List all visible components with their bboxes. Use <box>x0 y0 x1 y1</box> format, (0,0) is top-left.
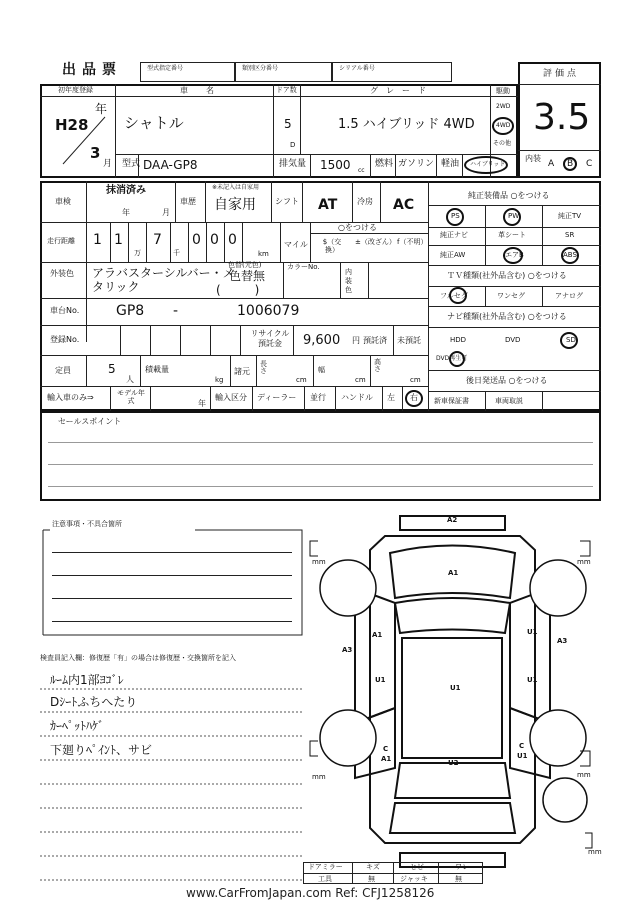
mileage-digit-4: 0 <box>192 232 201 248</box>
fuel-opt-hybrid: ハイブリッド <box>470 161 506 168</box>
inspector-label: 検査員記入欄：修復歴「有」の場合は修復歴・交換箇所を記入 <box>40 654 236 662</box>
reg-year-label: 初年度登録 <box>58 86 93 94</box>
equip-abs: ABS <box>563 251 577 259</box>
recycle-opt-unpaid: 未預託 <box>397 336 421 345</box>
dmg-a3-left: A3 <box>342 646 353 654</box>
color-label: 外装色 <box>50 269 74 278</box>
steering-label: ハンドル <box>341 393 373 402</box>
steering-circle <box>405 390 423 407</box>
model-label: 型式 <box>122 159 141 169</box>
recycle-label: リサイクル預託金 <box>250 329 290 348</box>
equip-airbag-circle <box>503 247 523 264</box>
later-warranty: 新車保証書 <box>434 397 469 405</box>
interior-opt-a: A <box>548 159 555 169</box>
registration-label: 登録No. <box>50 335 80 344</box>
dmg-a1-rear: A1 <box>381 755 392 763</box>
import-label: 輸入車のみ⇒ <box>47 393 94 402</box>
dmg-a1-left: A1 <box>372 631 383 639</box>
class-box: 類別区分番号 <box>235 62 332 82</box>
spare-wheel <box>543 778 587 822</box>
later-manual: 車両取説 <box>495 397 523 405</box>
import-opt-parallel: 並行 <box>310 393 326 402</box>
mm-spare: mm <box>588 848 602 856</box>
equip-pw: PW <box>508 212 520 220</box>
interior-color-label: 内装色 <box>345 268 352 295</box>
equip-leather: 革シート <box>498 231 526 239</box>
nav-sd-circle <box>560 332 578 349</box>
fuel-opt-diesel: 軽油 <box>441 159 460 169</box>
serial-box: シリアル番号 <box>332 62 452 82</box>
ac-label: 冷房 <box>357 197 373 206</box>
tire-depth-fr <box>580 541 590 556</box>
shaken-year: 年 <box>122 208 130 217</box>
fuel-opt-gas: ガソリン <box>398 159 435 169</box>
dmg-u1-right: U1 <box>527 628 538 636</box>
interior-circle <box>563 157 577 171</box>
mm-rl: mm <box>312 773 326 781</box>
import-type-label: 輸入区分 <box>215 393 247 402</box>
nav-title: ナビ種類(社外品含む) ○をつける <box>447 312 567 321</box>
tv-title: ＴＶ種類(社外品含む) ○をつける <box>447 271 567 280</box>
mileage-digit-6: 0 <box>228 232 237 248</box>
dmg-u2: U2 <box>448 759 459 767</box>
dims-label: 諸元 <box>234 367 250 376</box>
reg-month: 3 <box>90 144 101 162</box>
mm-fl: mm <box>312 558 326 566</box>
shaken-month: 月 <box>162 208 170 217</box>
tv-oneseg: ワンセグ <box>497 292 525 300</box>
legend-tool-value: 無 <box>368 875 375 883</box>
equip-title: 純正装備品 ○をつける <box>468 191 550 200</box>
color-paren: () <box>216 283 294 297</box>
mileage-digit-5: 0 <box>210 232 219 248</box>
drive-opt-4wd: 4WD <box>496 122 511 129</box>
nav-dvd-play: DVD再生可 <box>436 355 468 362</box>
drive-label: 駆動 <box>496 87 510 95</box>
rear-window <box>395 763 510 798</box>
wheel-rr <box>530 710 586 766</box>
steering-opt-right: 右 <box>410 393 418 402</box>
nav-hdd: HDD <box>450 336 467 344</box>
displacement-unit: cc <box>358 167 365 174</box>
legend-jack-value: 無 <box>455 875 462 883</box>
color-change-value: 色替無 <box>229 269 266 283</box>
attention-label: 注意事項・不具合箇所 <box>52 520 122 528</box>
model-cert-box: 型式指定番号 <box>140 62 235 82</box>
load-unit: kg <box>215 376 224 384</box>
reg-slash <box>55 112 113 169</box>
usage-value: 自家用 <box>214 197 256 213</box>
later-title: 後日発送品 ○をつける <box>466 376 548 385</box>
equip-tv: 純正TV <box>558 212 582 220</box>
interior-opt-c: C <box>586 159 593 169</box>
chassis-prefix: GP8 <box>116 303 145 319</box>
note-line-2: Dｼｰﾄふちへたり <box>50 695 138 709</box>
trunk <box>390 803 515 833</box>
capacity-unit: 人 <box>126 375 134 384</box>
windshield <box>395 598 510 633</box>
note-line-1: ﾙｰﾑ内1部ﾖｺﾞﾚ <box>50 673 124 687</box>
nav-dvd: DVD <box>505 336 521 344</box>
recycle-unit: 円 <box>352 336 360 345</box>
dmg-u1-left: U1 <box>375 676 386 684</box>
usage-label: 車歴 <box>180 197 196 206</box>
dmg-a1-hood: A1 <box>448 569 459 577</box>
displacement-value: 1500 <box>320 158 351 172</box>
shift-label: シフト <box>275 197 299 206</box>
tv-analog: アナログ <box>555 292 583 300</box>
equip-ps: PS <box>451 212 460 220</box>
mile-label: マイル <box>284 240 308 249</box>
dmg-a3-right: A3 <box>557 637 568 645</box>
doors-value: 5 <box>284 117 292 131</box>
dmg-u1-rear: U1 <box>527 676 538 684</box>
equip-navi: 純正ナビ <box>440 231 468 239</box>
wheel-rl <box>320 710 376 766</box>
nav-dvd-play-circle <box>449 351 465 367</box>
drive-circle <box>492 117 514 135</box>
dims-unit-2: cm <box>355 376 366 384</box>
legend-header-crack: ヒビ <box>410 863 424 871</box>
mileage-digit-2: 1 <box>114 232 123 248</box>
dims-width: 幅 <box>318 366 325 374</box>
import-opt-dealer: ディーラー <box>257 393 297 402</box>
mileage-digit-3: 7 <box>153 232 162 248</box>
steering-opt-left: 左 <box>387 393 395 402</box>
dims-unit-3: cm <box>410 376 421 384</box>
color-no-label: カラーNo. <box>287 263 320 271</box>
equip-aw: 純正AW <box>440 251 466 259</box>
dmg-u1-roof: U1 <box>450 684 461 692</box>
color-change-label: 色替(元色) <box>228 261 262 269</box>
notes-lines <box>40 688 305 893</box>
score-value: 3.5 <box>533 97 591 138</box>
dmg-a2: A2 <box>447 516 458 524</box>
car-name-label: 車名 <box>180 86 232 95</box>
interior-label: 内装 <box>525 154 541 163</box>
mileage-digit-1: 1 <box>93 232 102 248</box>
legend-header-mirror: ドアミラー <box>308 863 343 871</box>
doors-unit: D <box>290 141 296 149</box>
mm-fr: mm <box>577 558 591 566</box>
note-line-3: ｶｰﾍﾟｯﾄﾊｹﾞ <box>50 719 105 733</box>
recycle-value: 9,600 <box>303 333 341 348</box>
model-year-label: モデル年式 <box>117 389 145 406</box>
chassis-dash: - <box>173 303 179 319</box>
tire-depth-rl <box>310 741 318 756</box>
equip-pw-circle <box>503 208 521 226</box>
dmg-c-right: C <box>519 742 525 750</box>
grade-value: 1.5 ハイブリッド 4WD <box>338 117 475 132</box>
form-title: 出品票 <box>62 62 122 78</box>
year-unit: 年 <box>95 102 108 116</box>
displacement-label: 排気量 <box>279 159 307 169</box>
model-value: DAA-GP8 <box>143 158 198 172</box>
color-value: アラバスターシルバー・メタリック <box>92 266 235 295</box>
nav-sd: SD <box>566 336 576 344</box>
interior-opt-b: B <box>567 159 574 169</box>
dims-height: 高さ <box>374 358 381 373</box>
tv-fullseg: フルセグ <box>440 292 468 300</box>
capacity-value: 5 <box>108 362 116 376</box>
fuel-circle <box>464 156 508 174</box>
dims-length: 長さ <box>260 360 267 375</box>
tire-depth-fl <box>310 541 318 556</box>
legend-header-scratch: キズ <box>366 863 380 871</box>
swap-opt-1: $（交換） <box>322 238 342 255</box>
mileage-sen: 千 <box>173 249 180 257</box>
watermark: www.CarFromJapan.com Ref: CFJ1258126 <box>186 886 435 900</box>
equip-abs-circle <box>561 247 579 264</box>
chassis-label: 車台No. <box>50 306 80 315</box>
legend-jack: ジャッキ <box>400 875 428 883</box>
swap-opt-2: ±（改ざん） <box>355 238 396 246</box>
dmg-u1-rl: U1 <box>517 752 528 760</box>
mileage-man: 万 <box>134 249 141 257</box>
mm-rr: mm <box>577 771 591 779</box>
legend-header-break: ワレ <box>455 863 469 871</box>
model-year-unit: 年 <box>198 399 206 408</box>
load-label: 積載量 <box>145 365 169 374</box>
roof <box>402 638 502 758</box>
recycle-opt-paid: 預託済 <box>363 336 387 345</box>
shift-value: AT <box>318 197 338 213</box>
dims-unit-1: cm <box>296 376 307 384</box>
shaken-value: 抹消済み <box>106 185 146 196</box>
grade-label: グレード <box>370 86 434 95</box>
drive-opt-other: その他 <box>493 140 512 147</box>
fuel-label: 燃料 <box>375 159 394 169</box>
capacity-label: 定員 <box>55 366 71 375</box>
mileage-unit: km <box>258 250 269 258</box>
wheel-fr <box>530 560 586 616</box>
shaken-label: 車検 <box>55 197 71 206</box>
sales-points-label: セールスポイント <box>58 417 122 426</box>
score-label: 評価点 <box>543 69 580 79</box>
sales-points-box <box>40 411 601 501</box>
reg-year: H28 <box>55 116 89 134</box>
dmg-c-left: C <box>383 745 389 753</box>
tv-fullseg-circle <box>449 287 467 304</box>
equip-sr: SR <box>565 231 575 239</box>
note-line-4: 下廻りﾍﾟｲﾝﾄ、サビ <box>50 743 153 757</box>
car-name: シャトル <box>124 114 184 132</box>
tire-depth-spare <box>585 833 592 848</box>
attention-box <box>40 527 305 639</box>
doors-label: ドア数 <box>276 86 297 94</box>
month-unit: 月 <box>103 159 113 169</box>
circle-note: ○をつける <box>338 223 377 232</box>
equip-airbag: エアB <box>505 251 524 259</box>
chassis-number: 1006079 <box>237 303 300 319</box>
drive-opt-2wd: 2WD <box>496 103 511 110</box>
ac-value: AC <box>393 197 415 213</box>
wheel-fl <box>320 560 376 616</box>
legend-tool: 工具 <box>318 875 332 883</box>
swap-opt-3: f（不明） <box>397 238 428 246</box>
usage-note: ※未記入は自家用 <box>212 184 260 191</box>
equip-ps-circle <box>446 208 464 226</box>
mileage-label: 走行距離 <box>47 237 75 245</box>
